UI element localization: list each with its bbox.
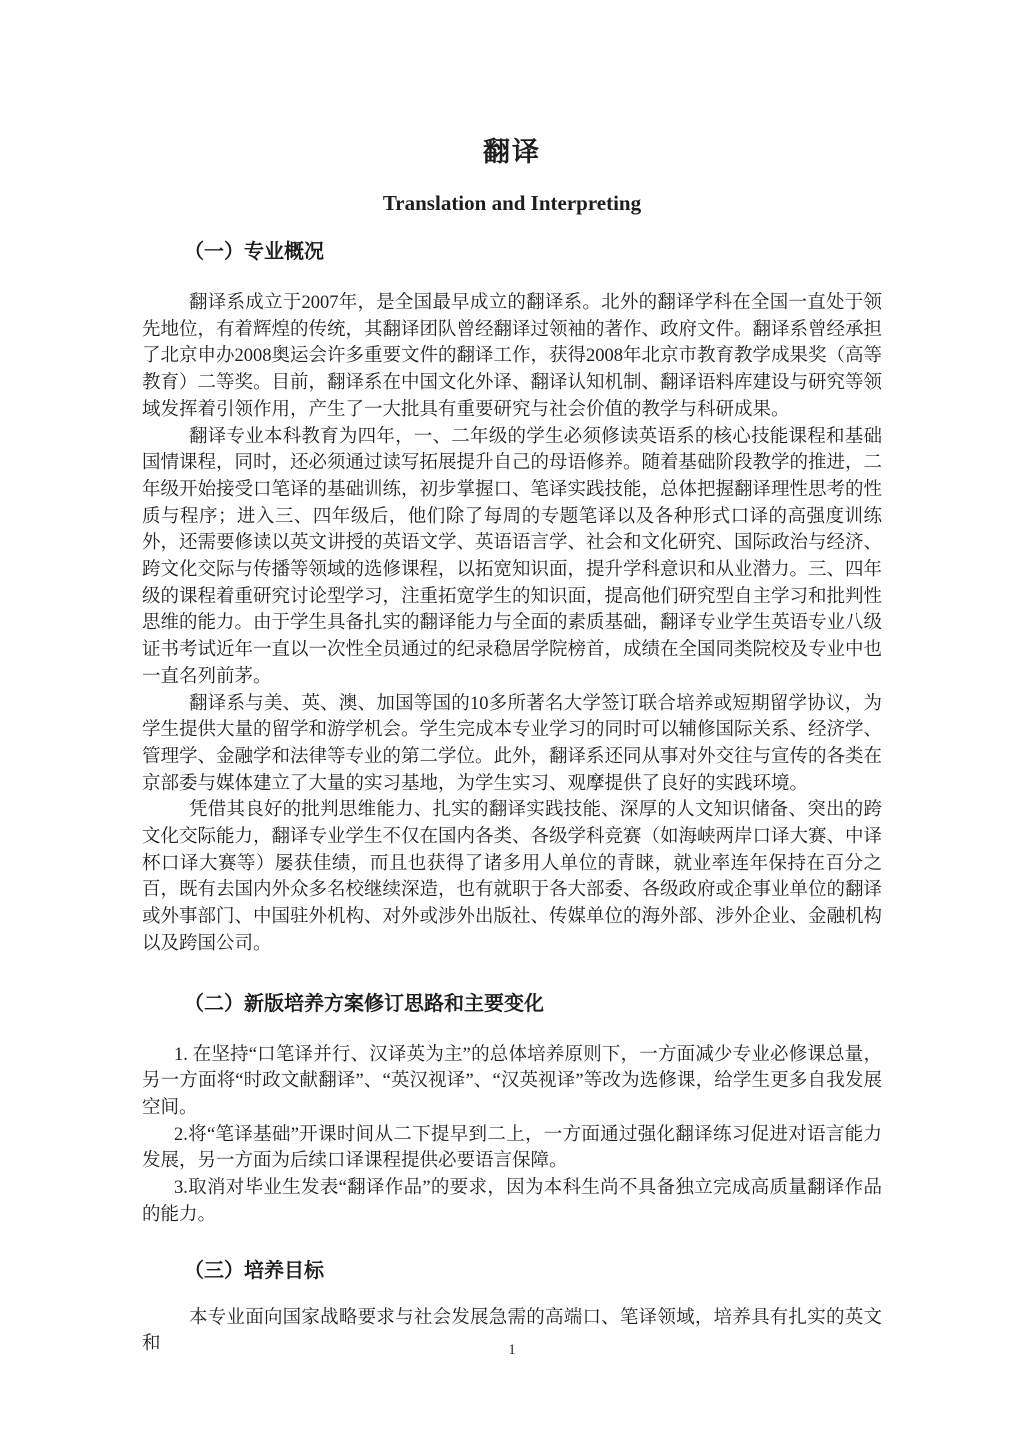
numbered-item: 1. 在坚持“口笔译并行、汉译英为主”的总体培养原则下，一方面减少专业必修课总量，另一方面将“时政文献翻译”、“英汉视译”、“汉英视译”等改为选修课，给学生更多自我发展空间。: [142, 1044, 882, 1118]
paragraph: 本专业面向国家战略要求与社会发展急需的高端口、笔译领域，培养具有扎实的英文和: [142, 1307, 882, 1355]
section-heading: （二）新版培养方案修订思路和主要变化: [184, 992, 544, 1015]
numbered-item: 2.将“笔译基础”开课时间从二下提早到二上，一方面通过强化翻译练习促进对语言能力发展，另一方面为后续口译课程提供必要语言保障。: [142, 1124, 882, 1172]
section-overview: [142, 238, 882, 958]
paragraph: 翻译系与美、英、澳、加国等国的10多所著名大学签订联合培养或短期留学协议，为学生提供大量的留学和游学机会。学生完成本专业学习的同时可以辅修国际关系、经济学、管理学、金融学和法律等专业的第二学位。此外，翻译系还同从事对外交往与宣传的各类在京部委与媒体建立了大量的实习基地，为学生实习、观摩提供了良好的实践环境。: [142, 693, 883, 794]
page-title: 翻译: [483, 137, 541, 167]
page-subtitle: Translation and Interpreting: [382, 191, 642, 215]
text-column: [142, 0, 882, 1358]
paragraph: 翻译系成立于2007年，是全国最早成立的翻译系。北外的翻译学科在全国一直处于领先地位，有着辉煌的传统，其翻译团队曾经翻译过领袖的著作、政府文件。翻译系曾经承担了北京申办2008奥运会许多重要文件的翻译工作，获得2008年北京市教育教学成果奖（高等教育）二等奖。目前，翻译系在中国文化外译、翻译认知机制、翻译语料库建设与研究等领域发挥着引领作用，产生了一大批具有重要研究与社会价值的教学与科研成果。: [142, 293, 883, 420]
section-body: [142, 1042, 882, 1229]
numbered-item: 3.取消对毕业生发表“翻译作品”的要求，因为本科生尚不具备独立完成高质量翻译作品的能力。: [142, 1178, 882, 1225]
section-heading: （三）培养目标: [184, 1259, 324, 1282]
section-revisions: [142, 990, 882, 1229]
paragraph: 凭借其良好的批判思维能力、扎实的翻译实践技能、深厚的人文知识储备、突出的跨文化交际能力，翻译专业学生不仅在国内各类、各级学科竞赛（如海峡两岸口译大赛、中译杯口译大赛等）屡获佳绩，而且也获得了诸多用人单位的青睐，就业率连年保持在百分之百，既有去国内外众多名校继续深造，也有就职于各大部委、各级政府或企事业单位的翻译或外事部门、中国驻外机构、对外或涉外出版社、传媒单位的海外部、涉外企业、金融机构以及跨国公司。: [142, 800, 883, 954]
section-body: [142, 290, 882, 958]
section-heading: （一）专业概况: [184, 241, 324, 263]
paragraph: 翻译专业本科教育为四年，一、二年级的学生必须修读英语系的核心技能课程和基础国情课程，同时，还必须通过读写拓展提升自己的母语修养。随着基础阶段教学的推进，二年级开始接受口笔译的基础训练，初步掌握口、笔译实践技能，总体把握翻译理性思考的性质与程序；进入三、四年级后，他们除了每周的专题笔译以及各种形式口译的高强度训练外，还需要修读以英文讲授的英语文学、英语语言学、社会和文化研究、国际政治与经济、跨文化交际与传播等领域的选修课程，以拓宽知识面，提升学科意识和从业潜力。三、四年级的课程着重研究讨论型学习，注重拓宽学生的知识面，提高他们研究型自主学习和批判性思维的能力。由于学生具备扎实的翻译能力与全面的素质基础，翻译专业学生英语专业八级证书考试近年一直以一次性全员通过的纪录稳居学院榜首，成绩在全国同类院校及专业中也一直名列前茅。: [142, 426, 883, 687]
page-number: 1: [508, 1342, 516, 1358]
